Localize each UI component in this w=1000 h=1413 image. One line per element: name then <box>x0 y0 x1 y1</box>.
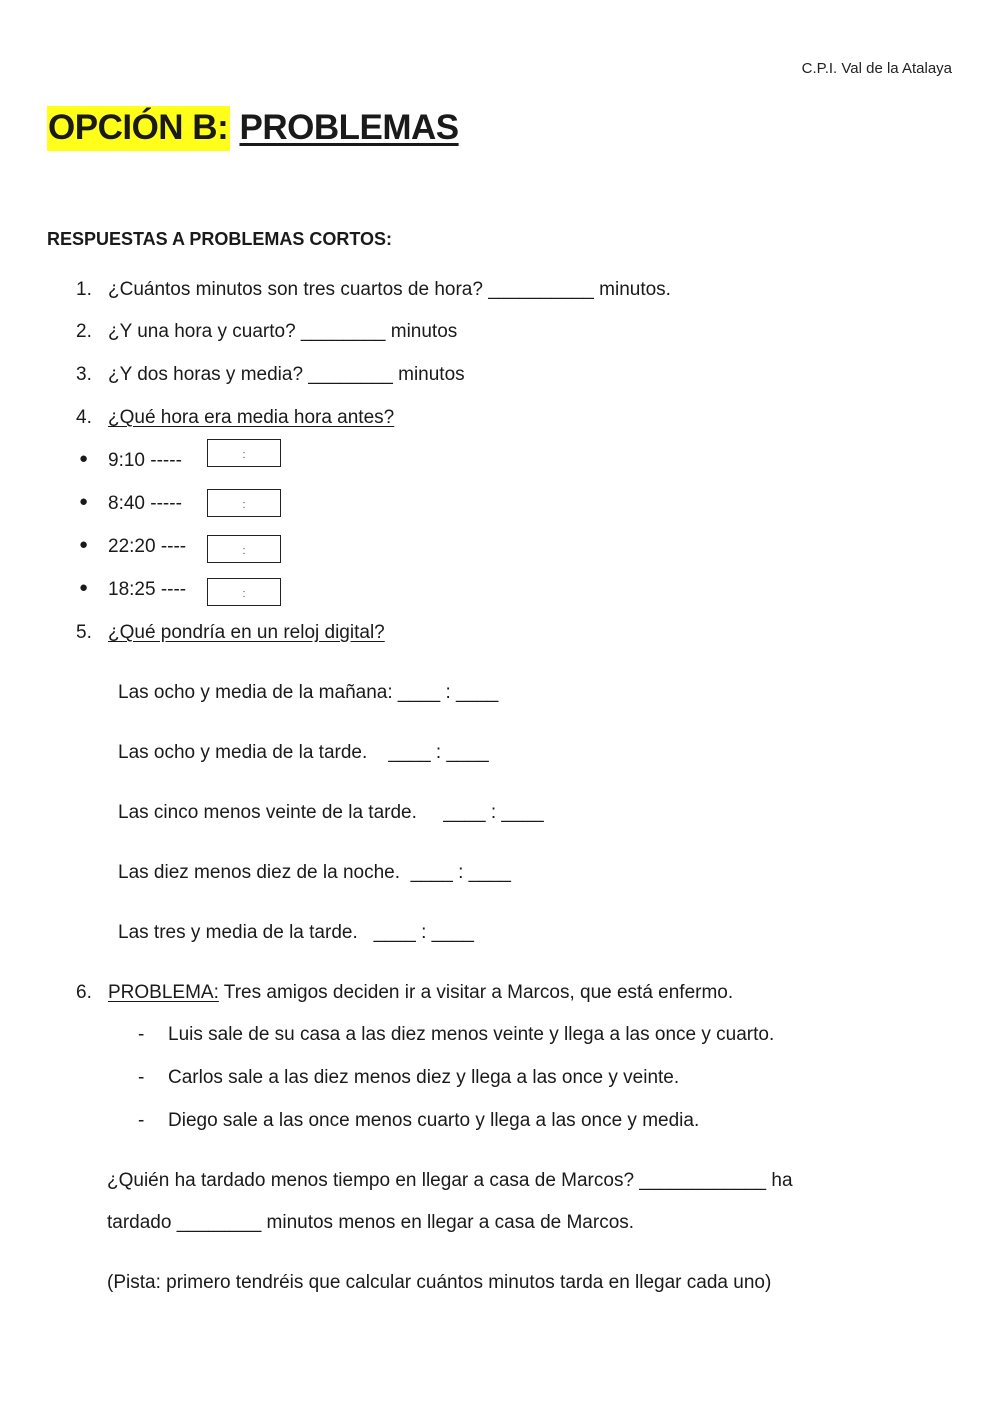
problem-intro: Tres amigos deciden ir a visitar a Marcos, que está enfermo. <box>218 982 734 1003</box>
dash-icon: - <box>138 1067 145 1088</box>
bullet-icon: ● <box>79 493 89 510</box>
time-label: 22:20 ---- <box>108 536 187 557</box>
problem-question-text: tardado ________ minutos menos en llegar a casa de Marcos. <box>107 1212 635 1233</box>
title-option: OPCIÓN B: <box>47 106 230 151</box>
bullet-icon: ● <box>79 536 89 553</box>
digital-clock-text: Las ocho y media de la tarde. ____ : ____ <box>118 742 489 763</box>
bullet-icon: ● <box>79 579 89 596</box>
digital-clock-text: Las diez menos diez de la noche. ____ : ____ <box>118 862 511 883</box>
time-item <box>0 493 400 525</box>
problem-item-text: Luis sale de su casa a las diez menos veinte y llega a las once y cuarto. <box>168 1024 775 1045</box>
question-text: ¿Qué hora era media hora antes? <box>108 407 395 428</box>
answer-box[interactable]: : <box>207 578 281 606</box>
time-item <box>0 579 400 611</box>
digital-clock-text: Las cinco menos veinte de la tarde. ____ : ____ <box>118 802 544 823</box>
time-item <box>0 450 400 482</box>
question-number: 5. <box>76 622 92 643</box>
answer-box[interactable]: : <box>207 439 281 467</box>
problem-label: PROBLEMA: <box>108 982 219 1003</box>
problem-question-text: ¿Quién ha tardado menos tiempo en llegar a casa de Marcos? ____________ ha <box>107 1170 793 1191</box>
question-text: ¿Qué pondría en un reloj digital? <box>108 622 385 643</box>
page-title <box>47 108 459 148</box>
question-number: 2. <box>76 321 92 342</box>
problem-item-text: Diego sale a las once menos cuarto y llega a las once y media. <box>168 1110 700 1131</box>
question-number: 3. <box>76 364 92 385</box>
hint-text: (Pista: primero tendréis que calcular cuántos minutos tarda en llegar cada uno) <box>107 1272 772 1293</box>
question-text <box>108 982 733 1004</box>
dash-icon: - <box>138 1024 145 1045</box>
time-label: 9:10 ----- <box>108 450 182 471</box>
question-number: 4. <box>76 407 92 428</box>
school-name: C.P.I. Val de la Atalaya <box>801 60 952 77</box>
time-item <box>0 536 400 568</box>
digital-clock-text: Las tres y media de la tarde. ____ : ____ <box>118 922 474 943</box>
title-topic: PROBLEMAS <box>239 108 459 147</box>
question-text: ¿Cuántos minutos son tres cuartos de hora? __________ minutos. <box>108 279 671 300</box>
question-text: ¿Y dos horas y media? ________ minutos <box>108 364 465 385</box>
question-text: ¿Y una hora y cuarto? ________ minutos <box>108 321 458 342</box>
time-label: 18:25 ---- <box>108 579 187 600</box>
answer-box[interactable]: : <box>207 535 281 563</box>
answer-box[interactable]: : <box>207 489 281 517</box>
section-heading: RESPUESTAS A PROBLEMAS CORTOS: <box>47 229 393 249</box>
question-number: 6. <box>76 982 92 1003</box>
question-number: 1. <box>76 279 92 300</box>
dash-icon: - <box>138 1110 145 1131</box>
problem-item-text: Carlos sale a las diez menos diez y llega a las once y veinte. <box>168 1067 680 1088</box>
bullet-icon: ● <box>79 450 89 467</box>
time-label: 8:40 ----- <box>108 493 182 514</box>
digital-clock-text: Las ocho y media de la mañana: ____ : ____ <box>118 682 499 703</box>
